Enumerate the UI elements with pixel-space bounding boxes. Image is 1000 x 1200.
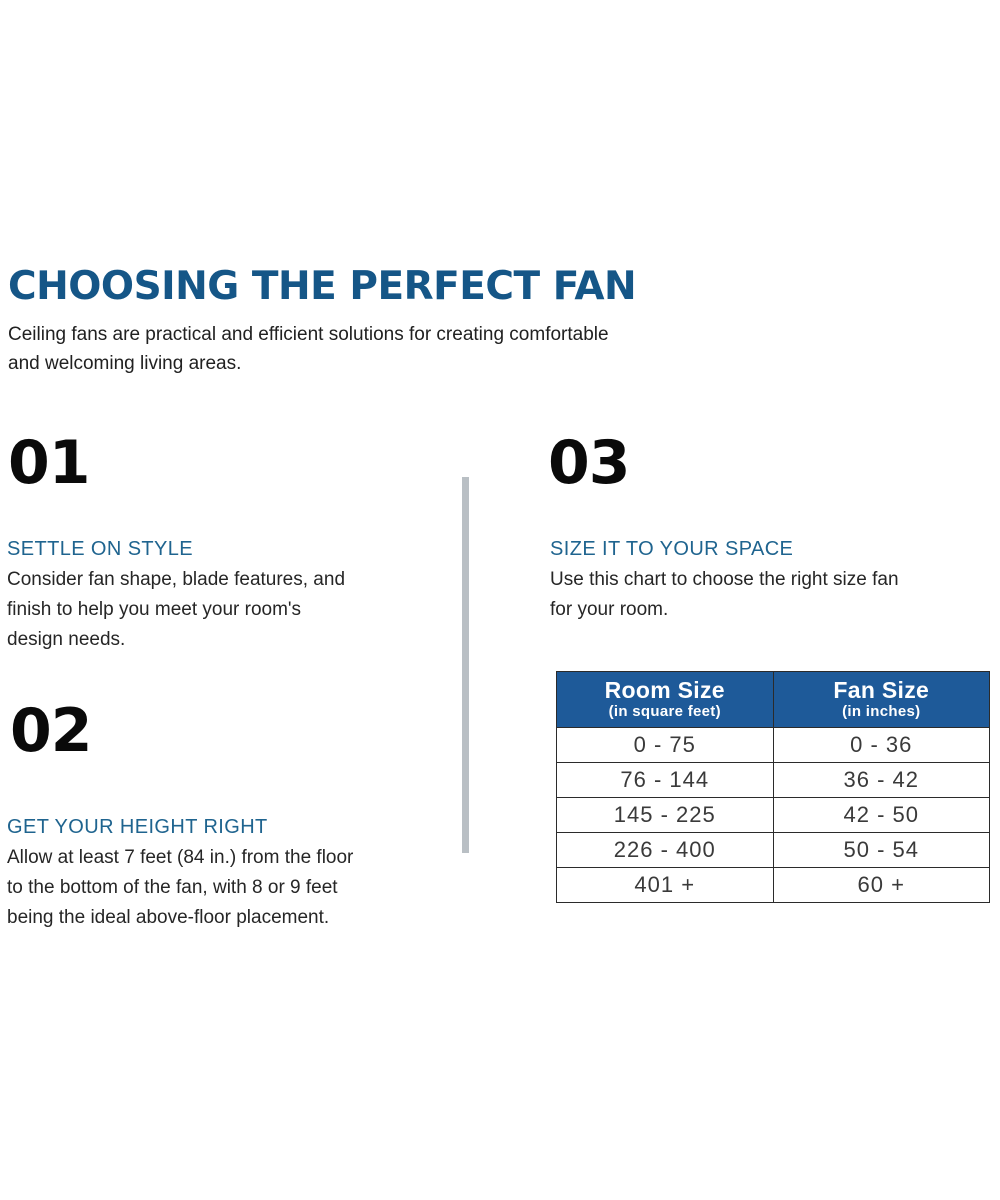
fan-size-cell: 36 - 42 xyxy=(773,763,990,798)
table-row xyxy=(557,798,990,833)
table-row xyxy=(557,763,990,798)
step-1-body xyxy=(7,565,345,655)
room-size-cell: 0 - 75 xyxy=(557,728,774,763)
column-title: Room Size xyxy=(604,676,725,703)
table-row xyxy=(557,728,990,763)
fan-size-cell: 42 - 50 xyxy=(773,798,990,833)
subtitle-line: and welcoming living areas. xyxy=(8,353,242,374)
page-title: CHOOSING THE PERFECT FAN xyxy=(8,264,637,309)
body-line: Allow at least 7 feet (84 in.) from the floor xyxy=(7,847,354,868)
step-2-body xyxy=(7,843,353,933)
fan-size-cell: 0 - 36 xyxy=(773,728,990,763)
subtitle-line: Ceiling fans are practical and efficient solutions for creating comfortable xyxy=(8,324,609,345)
body-line: finish to help you meet your room's xyxy=(7,599,302,620)
body-line: Consider fan shape, blade features, and xyxy=(7,569,346,590)
body-line: for your room. xyxy=(550,599,669,620)
step-1-number: 01 xyxy=(8,428,90,498)
step-3-body xyxy=(550,565,899,625)
column-title: Fan Size xyxy=(833,676,930,703)
table-header-row xyxy=(557,672,990,728)
room-size-cell: 145 - 225 xyxy=(557,798,774,833)
fan-size-cell: 50 - 54 xyxy=(773,833,990,868)
body-line: being the ideal above-floor placement. xyxy=(7,907,330,928)
step-3-heading: SIZE IT TO YOUR SPACE xyxy=(550,538,794,560)
step-2-heading: GET YOUR HEIGHT RIGHT xyxy=(7,816,268,838)
column-subtitle: (in inches) xyxy=(842,702,921,720)
fan-size-header xyxy=(773,672,990,728)
room-size-cell: 401 + xyxy=(557,868,774,903)
body-line: Use this chart to choose the right size fan xyxy=(550,569,899,590)
room-size-cell: 226 - 400 xyxy=(557,833,774,868)
fan-size-cell: 60 + xyxy=(773,868,990,903)
page-subtitle xyxy=(8,320,609,378)
room-size-cell: 76 - 144 xyxy=(557,763,774,798)
table-row xyxy=(557,833,990,868)
step-1-heading: SETTLE ON STYLE xyxy=(7,538,194,560)
step-3-number: 03 xyxy=(548,428,630,498)
column-subtitle: (in square feet) xyxy=(608,702,721,720)
vertical-divider xyxy=(462,477,469,853)
room-size-header xyxy=(557,672,774,728)
body-line: to the bottom of the fan, with 8 or 9 feet xyxy=(7,877,338,898)
step-2-number: 02 xyxy=(10,696,92,766)
fan-sizing-table xyxy=(556,671,990,903)
table-row xyxy=(557,868,990,903)
body-line: design needs. xyxy=(7,629,126,650)
